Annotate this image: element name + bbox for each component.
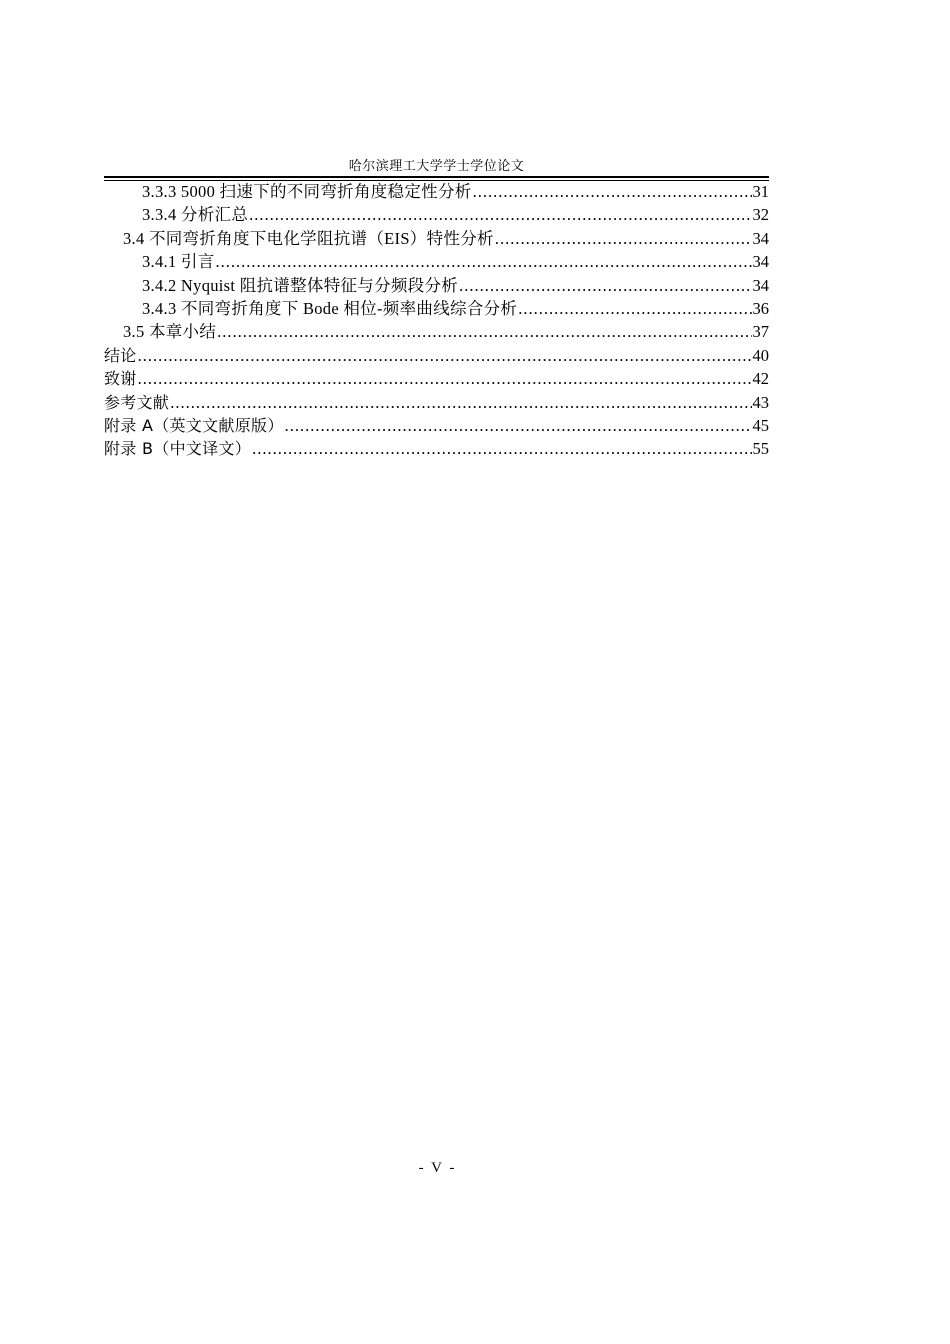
toc-entry[interactable] xyxy=(104,180,769,203)
toc-entry-page: 43 xyxy=(752,392,769,412)
toc-entry[interactable] xyxy=(104,391,769,414)
toc-dot-leader xyxy=(170,391,751,414)
toc-entry-title: 结论 xyxy=(104,345,137,365)
toc-entry[interactable] xyxy=(104,437,769,460)
toc-entry[interactable] xyxy=(104,297,769,320)
toc-entry[interactable] xyxy=(104,367,769,390)
toc-entry[interactable] xyxy=(104,414,769,437)
toc-entry-title: 附录 B（中文译文） xyxy=(104,439,252,459)
toc-entry[interactable] xyxy=(104,250,769,273)
page-number: - V - xyxy=(418,1160,457,1176)
toc-entry-title: 致谢 xyxy=(104,369,137,389)
toc-entry-page: 42 xyxy=(752,369,769,389)
toc-entry-page: 34 xyxy=(752,252,769,272)
toc-entry[interactable] xyxy=(104,227,769,250)
toc-entry-title: 3.5 本章小结 xyxy=(123,322,217,342)
toc-entry-page: 36 xyxy=(752,298,769,318)
toc-entry[interactable] xyxy=(104,274,769,297)
toc-entry[interactable] xyxy=(104,344,769,367)
toc-dot-leader xyxy=(138,344,752,367)
toc-dot-leader xyxy=(518,297,751,320)
toc-entry-title: 3.3.4 分析汇总 xyxy=(142,205,249,225)
toc-entry-page: 55 xyxy=(752,439,769,459)
toc-entry-page: 32 xyxy=(752,205,769,225)
toc-entry-title: 附录 A（英文文献原版） xyxy=(104,415,284,435)
toc-dot-leader xyxy=(138,367,752,390)
toc-entry-title: 3.3.3 5000 扫速下的不同弯折角度稳定性分析 xyxy=(142,182,472,201)
toc-dot-leader xyxy=(495,227,752,250)
toc-entry-page: 45 xyxy=(752,415,769,435)
toc-entry-page: 40 xyxy=(752,345,769,365)
toc-entry-page: 34 xyxy=(752,228,769,248)
toc-entry[interactable] xyxy=(104,203,769,226)
toc-dot-leader xyxy=(473,180,752,203)
toc-entry-title: 3.4 不同弯折角度下电化学阻抗谱（EIS）特性分析 xyxy=(123,228,494,248)
table-of-contents xyxy=(104,180,769,461)
toc-dot-leader xyxy=(217,320,751,343)
toc-entry-page: 34 xyxy=(752,275,769,295)
toc-entry-title: 3.4.2 Nyquist 阻抗谱整体特征与分频段分析 xyxy=(142,275,459,295)
toc-dot-leader xyxy=(252,437,751,460)
toc-entry[interactable] xyxy=(104,320,769,343)
toc-dot-leader xyxy=(216,250,752,273)
toc-entry-title: 3.4.3 不同弯折角度下 Bode 相位-频率曲线综合分析 xyxy=(142,298,518,318)
header-rule-thick xyxy=(104,176,769,178)
toc-entry-title: 参考文献 xyxy=(104,392,170,412)
page-header-title: 哈尔滨理工大学学士学位论文 xyxy=(348,158,525,173)
toc-entry-page: 37 xyxy=(752,322,769,342)
toc-dot-leader xyxy=(285,414,752,437)
toc-entry-page: 31 xyxy=(752,182,769,201)
toc-dot-leader xyxy=(249,203,751,226)
toc-dot-leader xyxy=(459,274,751,297)
toc-entry-title: 3.4.1 引言 xyxy=(142,252,215,272)
